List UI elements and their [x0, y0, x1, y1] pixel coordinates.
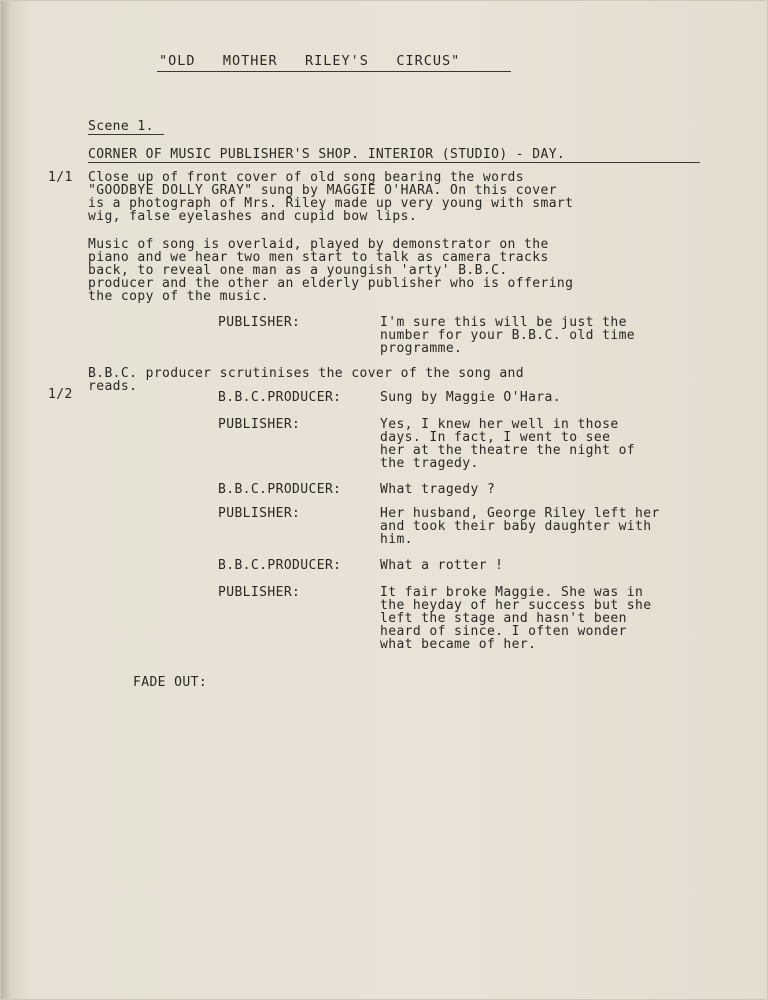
scene-underline — [88, 134, 164, 135]
speaker-name: B.B.C.PRODUCER: — [218, 558, 342, 573]
speaker-name: PUBLISHER: — [218, 417, 301, 432]
dialogue-line: Yes, I knew her well in those days. In fact, I went to see her at the theatre the night of the tragedy. — [380, 417, 636, 471]
scene-number: Scene 1. — [88, 119, 154, 134]
speaker-name: PUBLISHER: — [218, 585, 301, 600]
script-title: "OLD MOTHER RILEY'S CIRCUS" — [159, 53, 461, 69]
dialogue-line: Sung by Maggie O'Hara. — [380, 390, 561, 405]
shot-number-1-1: 1/1 — [48, 170, 73, 185]
scene-heading: CORNER OF MUSIC PUBLISHER'S SHOP. INTERIOR (STUDIO) - DAY. — [88, 147, 566, 162]
dialogue-line: I'm sure this will be just the number for your B.B.C. old time programme. — [380, 315, 636, 356]
speaker-name: B.B.C.PRODUCER: — [218, 482, 342, 497]
heading-underline — [88, 162, 700, 163]
action-paragraph: Music of song is overlaid, played by demonstrator on the piano and we hear two men start to talk as camera tracks back, to reveal one man as a youngish 'arty' B.B.C. producer and the other an elderly publisher who is offering the copy of the music. — [88, 237, 574, 304]
action-paragraph: Close up of front cover of old song bearing the words "GOODBYE DOLLY GRAY" sung by MAGGIE O'HARA. On this cover is a photograph of Mrs. Riley made up very young with smart wig, false eyelashes and cupid bow lips. — [88, 170, 574, 224]
shot-number-1-2: 1/2 — [48, 387, 73, 402]
dialogue-line: It fair broke Maggie. She was in the heyday of her success but she left the stage and hasn't been heard of since. I often wonder what became of her. — [380, 585, 652, 652]
fade-out-transition: FADE OUT: — [133, 675, 208, 690]
title-underline — [157, 71, 511, 72]
action-paragraph: B.B.C. producer scrutinises the cover of the song and reads. — [88, 366, 525, 394]
speaker-name: PUBLISHER: — [218, 315, 301, 330]
dialogue-line: Her husband, George Riley left her and took their baby daughter with him. — [380, 506, 660, 547]
dialogue-line: What a rotter ! — [380, 558, 504, 573]
speaker-name: PUBLISHER: — [218, 506, 301, 521]
speaker-name: B.B.C.PRODUCER: — [218, 390, 342, 405]
dialogue-line: What tragedy ? — [380, 482, 496, 497]
